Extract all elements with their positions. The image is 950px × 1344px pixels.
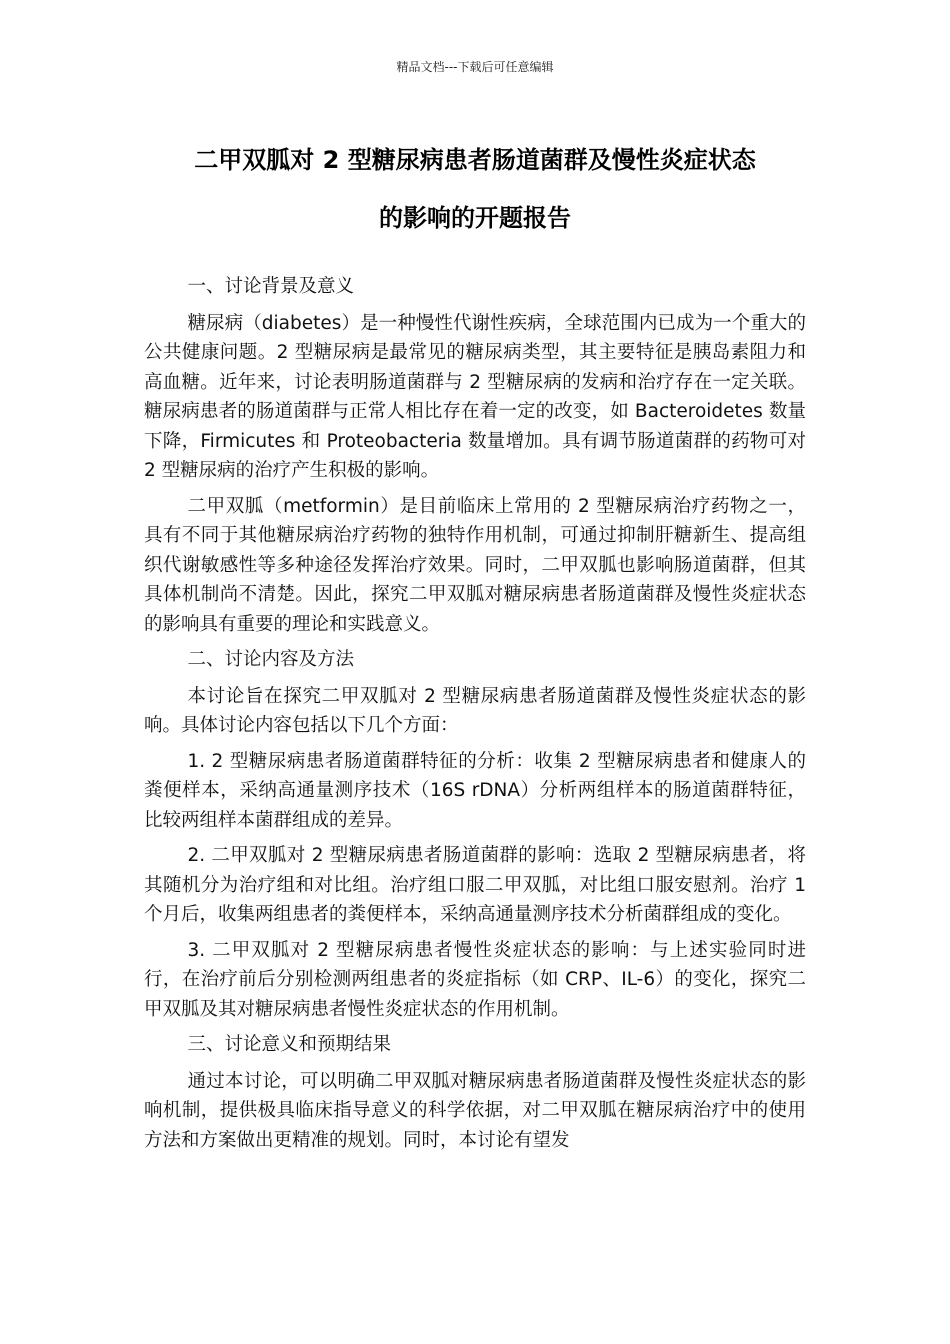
section-1-heading: 一、讨论背景及意义 (187, 276, 354, 297)
section-2-item-2: 2. 二甲双胍对 2 型糖尿病患者肠道菌群的影响：选取 2 型糖尿病患者，将其随机分为治疗组和对比组。治疗组口服二甲双胍，对比组口服安慰剂。治疗 1 个月后，收集两组患者的粪便样本，采纳高通量测序技术分析菌群组成的变化。 (144, 845, 806, 925)
section-3-heading: 三、讨论意义和预期结果 (187, 1034, 391, 1055)
section-1-paragraph-1: 糖尿病（diabetes）是一种慢性代谢性疾病，全球范围内已成为一个重大的公共健康问题。2 型糖尿病是最常见的糖尿病类型，其主要特征是胰岛素阻力和高血糖。近年来，讨论表明肠道菌群与 2 型糖尿病的发病和治疗存在一定关联。糖尿病患者的肠道菌群与正常人相比存在着一定的改变，如 Bacteroidetes 数量下降，Firmicutes 和 Proteobacteria 数量增加。具有调节肠道菌群的药物可对 2 型糖尿病的治疗产生积极的影响。 (144, 312, 806, 481)
section-2-heading: 二、讨论内容及方法 (187, 649, 354, 670)
section-2-item-3: 3. 二甲双胍对 2 型糖尿病患者慢性炎症状态的影响：与上述实验同时进行，在治疗前后分别检测两组患者的炎症指标（如 CRP、IL-6）的变化，探究二甲双胍及其对糖尿病患者慢性炎症状态的作用机制。 (144, 939, 806, 1020)
page-header: 精品文档---下载后可任意编辑 (396, 60, 554, 74)
document-body (144, 272, 806, 1161)
section-1-paragraph-2: 二甲双胍（metformin）是目前临床上常用的 2 型糖尿病治疗药物之一，具有不同于其他糖尿病治疗药物的独特作用机制，可通过抑制肝糖新生、提高组织代谢敏感性等多种途径发挥治疗效果。同时，二甲双胍也影响肠道菌群，但其具体机制尚不清楚。因此，探究二甲双胍对糖尿病患者肠道菌群及慢性炎症状态的影响具有重要的理论和实践意义。 (144, 495, 806, 635)
section-3-paragraph-1: 通过本讨论，可以明确二甲双胍对糖尿病患者肠道菌群及慢性炎症状态的影响机制，提供极具临床指导意义的科学依据，对二甲双胍在糖尿病治疗中的使用方法和方案做出更精准的规划。同时，本讨论有望发 (144, 1070, 806, 1151)
document-title-line-2: 的影响的开题报告 (379, 204, 571, 232)
document-title-line-1: 二甲双胍对 2 型糖尿病患者肠道菌群及慢性炎症状态 (194, 146, 756, 174)
section-2-item-1: 1. 2 型糖尿病患者肠道菌群特征的分析：收集 2 型糖尿病患者和健康人的粪便样本，采纳高通量测序技术（16S rDNA）分析两组样本的肠道菌群特征，比较两组样本菌群组成的差异。 (144, 750, 806, 831)
section-2-paragraph-1: 本讨论旨在探究二甲双胍对 2 型糖尿病患者肠道菌群及慢性炎症状态的影响。具体讨论内容包括以下几个方面： (144, 685, 806, 736)
